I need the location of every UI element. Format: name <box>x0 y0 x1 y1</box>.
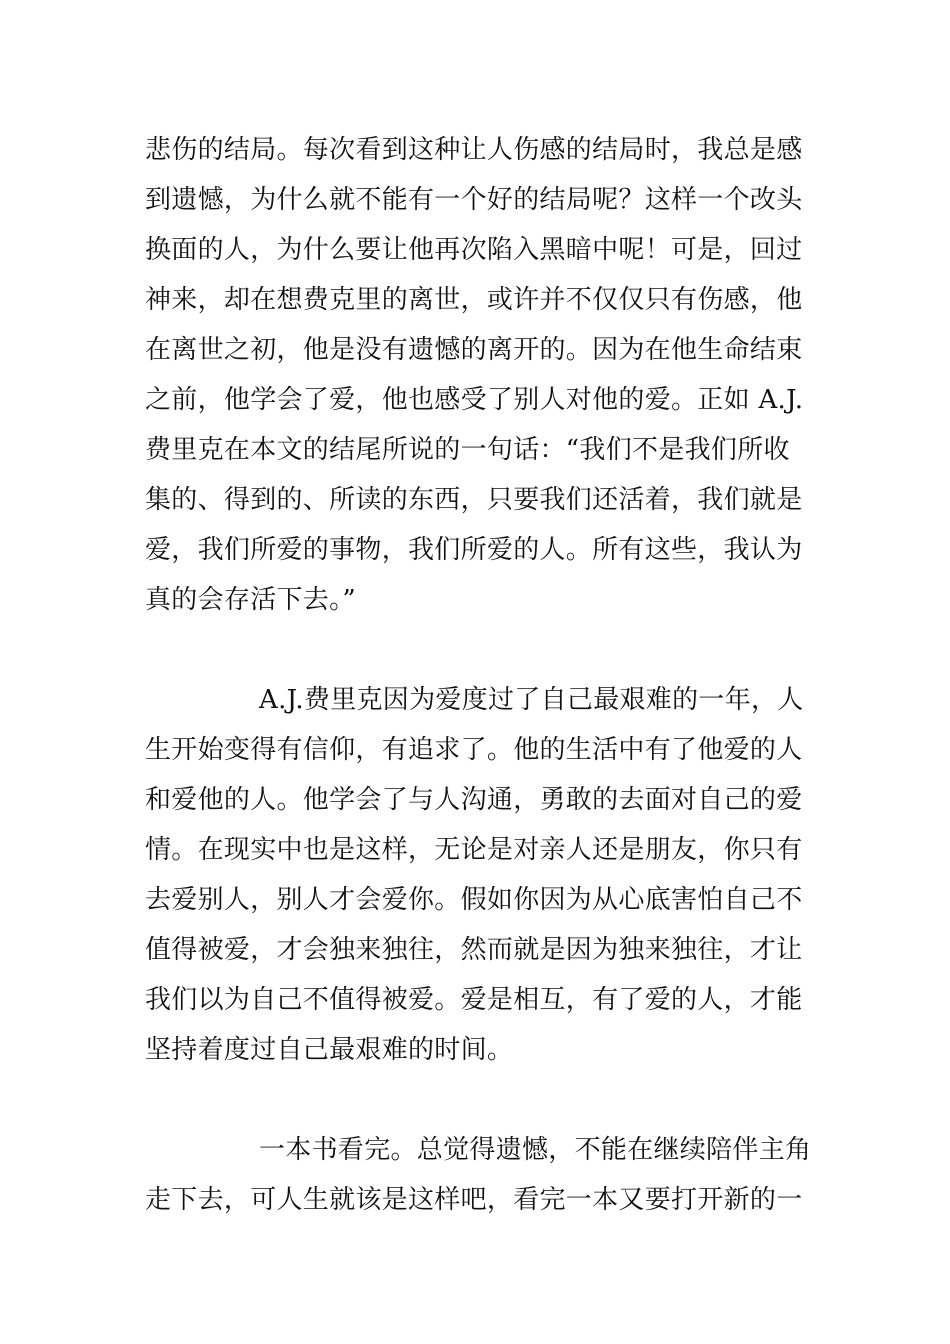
text-line: 值得被爱，才会独来独往，然而就是因为独来独往，才让 <box>145 935 803 965</box>
paragraph-spacer <box>145 625 805 675</box>
text-line: 集的、得到的、所读的东西，只要我们还活着，我们就是 <box>145 485 803 515</box>
text-line: 坚持着度过自己最艰难的时间。 <box>145 1035 514 1065</box>
paragraph <box>145 1125 812 1225</box>
paragraph <box>145 675 805 1075</box>
text-line: 真的会存活下去。” <box>145 585 356 615</box>
text-line: 生开始变得有信仰，有追求了。他的生活中有了他爱的人 <box>145 735 803 765</box>
text-line: 神来，却在想费克里的离世，或许并不仅仅只有伤感，他 <box>145 285 803 315</box>
text-line: 情。在现实中也是这样，无论是对亲人还是朋友，你只有 <box>145 835 803 865</box>
text-line: 到遗憾，为什么就不能有一个好的结局呢？这样一个改头 <box>145 185 803 215</box>
text-line: 和爱他的人。他学会了与人沟通，勇敢的去面对自己的爱 <box>145 785 803 815</box>
text-line: 一本书看完。总觉得遗憾，不能在继续陪伴主角 <box>259 1135 812 1165</box>
text-line: 走下去，可人生就该是这样吧，看完一本又要打开新的一 <box>145 1185 803 1215</box>
text-line: 之前，他学会了爱，他也感受了别人对他的爱。正如 A.J. <box>145 385 804 415</box>
text-line: 去爱别人，别人才会爱你。假如你因为从心底害怕自己不 <box>145 885 803 915</box>
paragraph-spacer <box>145 1075 805 1125</box>
text-line: 在离世之初，他是没有遗憾的离开的。因为在他生命结束 <box>145 335 803 365</box>
text-line: 我们以为自己不值得被爱。爱是相互，有了爱的人，才能 <box>145 985 803 1015</box>
text-line: 爱，我们所爱的事物，我们所爱的人。所有这些，我认为 <box>145 535 803 565</box>
text-line: 悲伤的结局。每次看到这种让人伤感的结局时，我总是感 <box>145 135 803 165</box>
text-line: 换面的人，为什么要让他再次陷入黑暗中呢！可是，回过 <box>145 235 803 265</box>
text-line: A.J.费里克因为爱度过了自己最艰难的一年，人 <box>259 685 804 715</box>
paragraph <box>145 125 805 625</box>
document-body <box>145 125 812 1225</box>
text-line: 费里克在本文的结尾所说的一句话：“我们不是我们所收 <box>145 435 790 465</box>
